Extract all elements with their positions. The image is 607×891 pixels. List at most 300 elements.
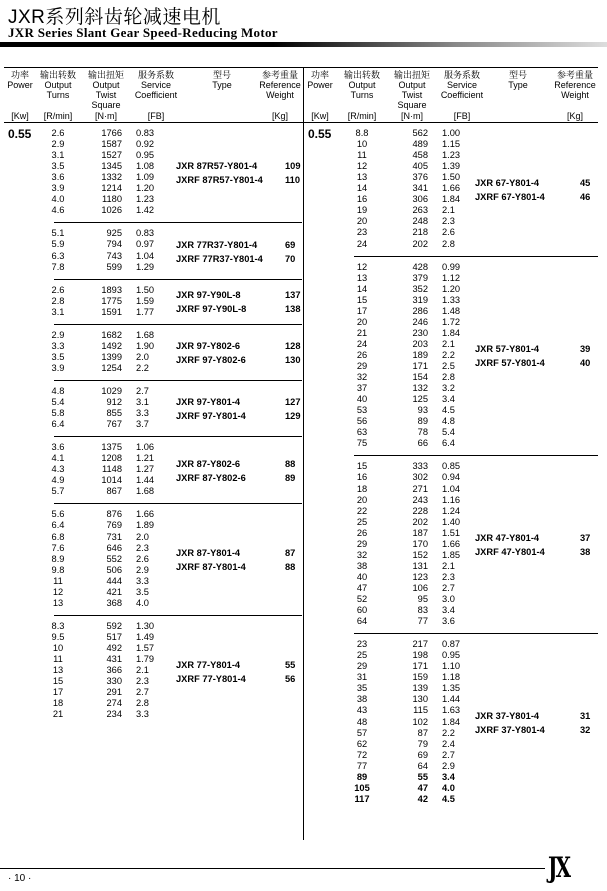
cell-torque: 217 [412,639,428,650]
cell-torque: 234 [106,709,122,720]
group-separator [354,256,598,257]
cell-service-factor: 3.3 [136,575,149,586]
cell-speed: 11 [53,654,63,664]
cell-torque: 102 [412,716,428,727]
cell-speed: 2.9 [51,329,65,340]
cell-speed: 3.5 [51,351,65,362]
table-row [0,650,600,661]
cell-torque: 66 [417,438,428,449]
header-weight-left [256,70,304,100]
cell-speed: 52 [356,594,368,604]
cell-speed: 2.8 [51,295,65,306]
table-row [0,372,600,383]
table-row [0,427,600,438]
cell-speed: 7.6 [51,542,65,553]
cell-service-factor: 2.3 [442,216,455,227]
cell-service-factor: 3.0 [442,594,455,604]
header-power-line: 功率 [10,70,29,80]
table-row [0,517,600,528]
cell-service-factor: 2.9 [442,760,455,771]
header-power-line: 功率 [310,70,329,80]
cell-speed: 40 [356,394,368,405]
cell-speed: 19 [356,205,368,216]
motor-type-model: JXR 77-Y801-4 [176,659,241,670]
cell-speed: 14 [356,183,368,194]
cell-torque: 159 [412,672,428,683]
header-service-line: Service [446,80,477,90]
cell-service-factor: 1.09 [136,172,155,183]
title-underline-bar [0,42,607,47]
table-row [0,594,600,605]
cell-speed: 14 [356,283,368,294]
motor-type-weight: 89 [285,472,296,483]
cell-service-factor: 2.2 [442,727,455,738]
cell-service-factor: 2.3 [136,676,149,687]
page-number: · 10 · [8,873,32,884]
motor-type-model: JXR 97-Y90L-8 [176,290,241,301]
cell-service-factor: 3.3 [136,709,149,720]
header-speed-line: Output [348,80,376,90]
cell-torque: 444 [106,575,122,586]
cell-speed: 56 [356,416,368,427]
cell-speed: 5.9 [51,239,65,250]
cell-service-factor: 4.0 [442,782,455,793]
cell-torque: 1180 [102,194,122,205]
table-row [0,495,600,506]
cell-torque: 202 [412,238,428,249]
cell-speed: 105 [354,782,370,793]
cell-service-factor: 1.68 [136,486,155,497]
cell-torque: 64 [417,760,428,771]
motor-type-weight: 129 [285,411,301,422]
cell-service-factor: 1.66 [442,538,461,549]
cell-service-factor: 3.3 [136,408,149,419]
cell-service-factor: 2.2 [442,349,455,360]
cell-service-factor: 1.89 [136,520,155,531]
cell-service-factor: 6.4 [442,438,455,449]
cell-speed: 26 [356,349,368,360]
motor-type-model: JXRF 87R57-Y801-4 [176,175,263,186]
table-row [0,761,600,772]
cell-torque: 230 [412,327,428,338]
cell-torque: 1148 [102,464,122,475]
cell-speed: 72 [356,749,368,760]
cell-service-factor: 2.5 [442,361,455,371]
cell-torque: 187 [412,527,428,538]
cell-torque: 458 [412,150,428,161]
motor-type-model: JXR 77R37-Y801-4 [176,239,258,250]
cell-torque: 1026 [101,205,122,216]
cell-torque: 1014 [101,475,122,486]
title-english: JXR Series Slant Gear Speed-Reducing Motor [8,25,278,40]
motor-type-weight: 37 [580,533,591,544]
motor-type-weight: 109 [285,161,301,172]
cell-service-factor: 2.0 [136,351,149,362]
cell-speed: 64 [356,616,368,627]
header-weight-right [551,70,599,100]
cell-service-factor: 0.95 [442,650,461,661]
table-row [0,394,600,405]
header-service-line: Coefficient [134,90,178,100]
cell-torque: 912 [106,397,122,407]
header-type-line: 型号 [508,70,527,80]
cell-service-factor: 1.23 [136,194,155,205]
header-power-line: Power [307,80,333,90]
header-torque-line: 输出扭矩 [393,70,430,80]
header-speed-line: 输出转数 [343,70,380,80]
cell-speed: 5.8 [51,408,65,419]
motor-type-model: JXRF 97-Y802-6 [176,354,246,365]
motor-type-weight: 46 [580,191,591,202]
cell-speed: 32 [356,372,368,383]
cell-torque: 42 [417,793,428,804]
cell-speed: 13 [356,172,368,183]
cell-torque: 562 [412,128,428,138]
header-torque-line: Square [91,100,121,110]
cell-speed: 13 [52,665,64,676]
cell-torque: 125 [412,394,428,405]
cell-torque: 368 [106,597,122,608]
table-row [0,239,600,250]
motor-type-row [0,710,600,723]
header-weight-line: Weight [561,90,589,100]
cell-service-factor: 2.2 [136,362,149,373]
table-row [0,484,600,495]
cell-service-factor: 4.0 [136,597,149,608]
table-row [0,472,600,483]
cell-torque: 55 [417,771,428,782]
cell-service-factor: 1.30 [136,620,155,631]
cell-service-factor: 1.77 [136,306,155,317]
motor-type-weight: 69 [285,239,296,250]
cell-service-factor: 1.50 [442,172,461,183]
table-row [0,794,600,805]
cell-torque: 152 [412,549,428,560]
cell-torque: 855 [106,408,122,419]
cell-torque: 246 [412,316,428,327]
cell-service-factor: 1.15 [442,139,461,150]
cell-torque: 189 [412,349,428,360]
motor-type-weight: 45 [580,177,591,188]
motor-type-model: JXRF 67-Y801-4 [475,191,545,202]
header-type-line: 型号 [212,70,231,80]
cell-speed: 3.6 [51,172,65,183]
header-speed-line: Output [44,80,72,90]
header-weight-line: Reference [554,80,596,90]
motor-type-model: JXRF 47-Y801-4 [475,547,545,558]
cell-service-factor: 0.92 [136,139,155,150]
cell-torque: 1587 [101,139,122,150]
unit-speed-left: [R/min] [43,111,73,121]
cell-service-factor: 1.66 [442,183,461,194]
cell-speed: 24 [356,238,368,249]
table-row [0,306,600,317]
header-torque-line: Output [92,80,120,90]
cell-torque: 131 [412,560,428,571]
table-row [0,216,600,227]
cell-service-factor: 1.21 [136,453,155,464]
cell-speed: 5.7 [51,486,65,497]
cell-service-factor: 1.85 [442,549,461,560]
cell-service-factor: 1.42 [136,205,155,216]
cell-service-factor: 0.85 [442,461,461,472]
cell-speed: 117 [354,793,370,804]
cell-speed: 6.4 [51,419,65,430]
cell-torque: 171 [412,661,428,672]
cell-service-factor: 1.10 [442,661,461,672]
cell-service-factor: 1.39 [442,161,461,172]
header-top-line [4,67,598,68]
cell-speed: 75 [356,438,368,449]
cell-service-factor: 1.72 [442,316,461,327]
cell-service-factor: 1.00 [442,128,461,138]
header-service-line: 服务系数 [443,70,480,80]
cell-service-factor: 3.4 [442,605,455,616]
cell-speed: 6.8 [51,531,65,542]
cell-torque: 330 [106,676,122,687]
table-row [0,672,600,683]
cell-service-factor: 1.20 [442,283,461,294]
unit-torque-left: [N·m] [95,111,117,121]
cell-speed: 43 [356,705,368,716]
cell-torque: 218 [412,227,428,238]
cell-service-factor: 1.06 [136,442,155,453]
cell-service-factor: 0.95 [136,150,155,161]
cell-torque: 1254 [101,362,122,373]
cell-speed: 32 [356,549,368,560]
cell-speed: 3.6 [51,442,65,453]
header-speed-line: 输出转数 [39,70,76,80]
cell-torque: 106 [412,582,428,593]
cell-speed: 5.6 [51,509,65,520]
cell-speed: 2.9 [51,139,65,150]
table-row [0,561,600,572]
cell-speed: 12 [52,586,64,597]
motor-type-model: JXRF 87-Y801-4 [176,562,246,573]
cell-service-factor: 1.24 [442,505,461,516]
cell-speed: 3.1 [51,150,65,161]
cell-torque: 506 [106,564,122,575]
cell-torque: 1345 [101,161,122,172]
cell-torque: 306 [412,194,428,205]
motor-type-row [0,546,600,559]
cell-speed: 15 [356,461,368,472]
cell-speed: 18 [356,483,368,494]
header-weight-line: Reference [259,80,301,90]
cell-torque: 132 [412,383,428,394]
cell-torque: 1208 [101,453,122,464]
cell-torque: 431 [106,654,122,664]
motor-type-weight: 39 [580,344,591,355]
table-row [0,438,600,449]
cell-service-factor: 1.33 [442,294,461,305]
motor-type-weight: 55 [285,659,296,670]
table-row [0,295,600,306]
cell-service-factor: 1.66 [136,509,155,520]
motor-type-model: JXRF 77-Y801-4 [176,673,246,684]
cell-speed: 12 [356,261,368,272]
cell-speed: 4.6 [51,205,65,216]
motor-type-weight: 130 [285,354,301,365]
cell-speed: 20 [356,216,368,227]
cell-service-factor: 4.5 [442,793,455,804]
cell-speed: 17 [356,305,368,316]
cell-speed: 29 [356,361,368,371]
cell-torque: 599 [106,261,122,272]
cell-service-factor: 2.7 [442,582,455,593]
motor-type-model: JXRF 57-Y801-4 [475,358,545,369]
cell-torque: 69 [417,749,428,760]
cell-torque: 274 [106,698,122,709]
table-row [0,739,600,750]
table-row [0,405,600,416]
cell-service-factor: 2.4 [442,738,455,749]
group-separator [354,455,598,456]
cell-speed: 40 [356,571,368,582]
motor-type-weight: 128 [285,340,301,351]
cell-service-factor: 3.6 [442,616,455,627]
cell-service-factor: 1.51 [442,527,461,538]
cell-service-factor: 2.7 [136,385,149,396]
cell-service-factor: 1.84 [442,716,461,727]
cell-torque: 1492 [101,340,122,351]
header-power-line: Power [7,80,33,90]
unit-power-right: [Kw] [311,111,329,121]
cell-torque: 1399 [101,351,122,362]
cell-service-factor: 1.16 [442,494,461,505]
cell-service-factor: 2.6 [442,227,455,238]
motor-type-weight: 40 [580,358,591,369]
header-power-left [0,70,41,90]
cell-service-factor: 3.1 [136,397,149,407]
header-weight-line: 参考重量 [261,70,298,80]
motor-type-row [0,177,600,190]
motor-type-weight: 110 [285,175,300,186]
cell-torque: 1682 [101,329,122,340]
cell-speed: 4.3 [51,464,65,475]
table-row [0,694,600,705]
cell-service-factor: 2.8 [442,372,455,383]
motor-type-weight: 137 [285,290,301,301]
motor-type-model: JXRF 37-Y801-4 [475,725,545,736]
cell-service-factor: 3.5 [136,586,149,597]
cell-torque: 115 [413,705,428,716]
motor-type-model: JXR 97-Y801-4 [176,397,241,408]
cell-speed: 17 [52,687,64,698]
cell-service-factor: 1.90 [136,340,155,351]
unit-speed-right: [R/min] [347,111,377,121]
footer-divider [0,868,545,869]
cell-speed: 31 [356,672,368,683]
cell-torque: 794 [106,239,122,250]
motor-type-weight: 56 [285,673,296,684]
cell-speed: 37 [356,383,368,394]
cell-speed: 8.3 [51,620,65,631]
header-bottom-line [4,122,598,123]
cell-speed: 57 [356,727,368,738]
cell-speed: 3.3 [51,340,65,351]
motor-type-model: JXR 87R57-Y801-4 [176,161,258,172]
table-row [0,783,600,794]
cell-torque: 867 [106,486,122,497]
cell-speed: 9.8 [51,564,65,575]
cell-torque: 767 [106,419,122,430]
cell-speed: 5.1 [51,228,65,239]
cell-torque: 925 [106,228,122,239]
motor-type-weight: 88 [285,458,296,469]
header-speed-line: Turns [350,90,374,100]
cell-service-factor: 2.6 [136,553,149,564]
cell-torque: 248 [412,216,428,227]
cell-service-factor: 1.23 [442,150,461,161]
cell-service-factor: 0.83 [136,228,155,239]
header-service-line: Coefficient [440,90,484,100]
cell-service-factor: 1.08 [136,161,155,172]
cell-speed: 15 [356,294,368,305]
cell-speed: 13 [356,272,368,283]
motor-type-model: JXR 87-Y802-6 [176,458,241,469]
cell-speed: 23 [356,227,368,238]
motor-type-model: JXR 37-Y801-4 [475,711,540,722]
cell-torque: 1214 [101,183,122,194]
motor-type-model: JXR 67-Y801-4 [475,177,540,188]
header-type-left [192,70,252,90]
cell-torque: 228 [412,505,428,516]
table-row [0,605,600,616]
cell-service-factor: 1.84 [442,194,461,205]
table-row [0,139,600,150]
motor-type-row [0,340,600,356]
header-speed-right [340,70,384,100]
cell-torque: 1591 [101,306,122,317]
header-speed-line: Turns [46,90,70,100]
table-row [0,683,600,694]
cell-torque: 302 [412,472,428,483]
cell-torque: 552 [106,553,122,564]
cell-torque: 243 [412,494,428,505]
cell-speed: 35 [356,683,368,694]
cell-speed: 4.8 [51,385,65,396]
cell-torque: 47 [417,782,428,793]
header-speed-left [36,70,80,100]
cell-service-factor: 1.48 [442,305,461,316]
motor-type-weight: 138 [285,304,301,315]
cell-torque: 89 [417,416,428,427]
brand-logo: JX [548,850,569,884]
cell-torque: 171 [412,361,428,371]
cell-service-factor: 5.4 [442,427,455,438]
cell-torque: 202 [412,516,428,527]
header-type-right [488,70,548,90]
cell-service-factor: 1.20 [136,183,155,194]
cell-torque: 366 [106,665,122,676]
cell-speed: 11 [53,575,63,586]
cell-service-factor: 3.4 [442,771,455,782]
cell-service-factor: 3.2 [442,383,455,394]
unit-torque-right: [N·m] [401,111,423,121]
unit-weight-right: [Kg] [566,111,583,121]
cell-service-factor: 2.3 [136,542,149,553]
unit-weight-left: [Kg] [271,111,288,121]
cell-torque: 421 [106,586,122,597]
cell-speed: 25 [356,516,368,527]
header-torque-line: Square [397,100,427,110]
cell-service-factor: 1.29 [136,261,155,272]
cell-torque: 1766 [101,128,122,138]
motor-type-model: JXR 47-Y801-4 [475,533,540,544]
cell-service-factor: 2.0 [136,531,149,542]
cell-speed: 53 [356,405,368,416]
